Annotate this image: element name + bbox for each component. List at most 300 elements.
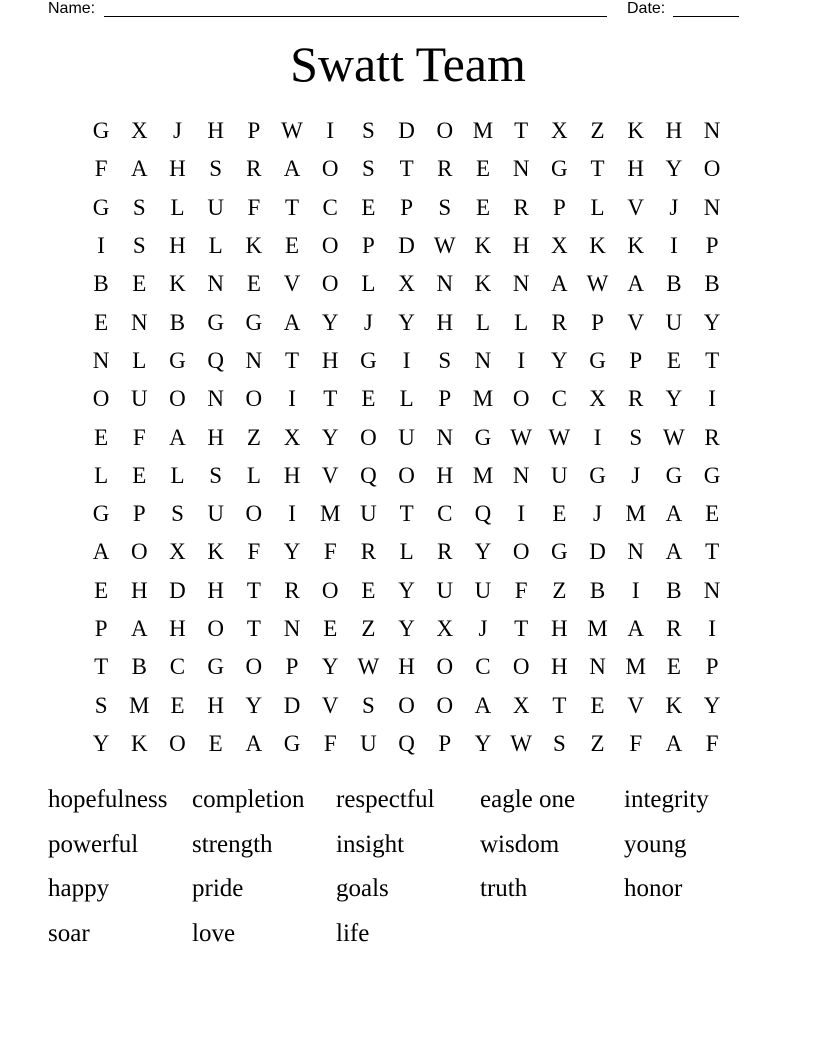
- grid-letter: T: [705, 539, 720, 565]
- grid-letter: F: [247, 194, 261, 220]
- grid-letter: M: [319, 501, 341, 527]
- date-blank-line: [673, 16, 739, 17]
- grid-letter: Q: [207, 347, 224, 373]
- word-list-item: powerful: [48, 830, 139, 858]
- grid-letter: I: [670, 233, 678, 259]
- grid-letter: K: [589, 233, 606, 259]
- grid-letter: F: [132, 424, 146, 450]
- word-list-item: life: [336, 919, 370, 947]
- grid-letter: L: [208, 233, 223, 259]
- grid-letter: P: [552, 194, 566, 220]
- grid-letter: O: [436, 654, 454, 680]
- grid-letter: W: [433, 233, 456, 259]
- grid-letter: S: [438, 194, 452, 220]
- grid-letter: X: [130, 118, 148, 144]
- name-label: Name:: [48, 0, 96, 17]
- grid-letter: S: [362, 156, 375, 182]
- grid-letter: U: [360, 501, 377, 527]
- grid-letter: F: [94, 156, 108, 182]
- grid-letter: B: [169, 309, 186, 335]
- grid-letter: N: [627, 539, 645, 565]
- grid-letter: N: [130, 309, 148, 335]
- grid-letter: G: [283, 730, 301, 756]
- grid-letter: X: [512, 692, 530, 718]
- grid-letter: V: [627, 692, 645, 718]
- grid-letter: Y: [398, 577, 415, 603]
- grid-letter: G: [92, 501, 110, 527]
- grid-letter: P: [629, 347, 643, 373]
- grid-letter: T: [246, 577, 261, 603]
- grid-letter: N: [283, 616, 301, 641]
- grid-letter: N: [474, 347, 492, 373]
- grid-letter: F: [247, 539, 261, 565]
- grid-letter: O: [512, 539, 530, 565]
- grid-letter: E: [170, 692, 185, 718]
- grid-letter: L: [514, 309, 529, 335]
- word-list-item: respectful: [336, 786, 435, 813]
- grid-letter: E: [361, 386, 376, 412]
- grid-letter: O: [703, 156, 721, 182]
- grid-letter: Y: [551, 347, 568, 373]
- grid-letter: E: [705, 501, 720, 527]
- grid-letter: O: [245, 654, 263, 680]
- grid-letter: T: [399, 501, 414, 527]
- grid-letter: O: [321, 271, 339, 297]
- grid-letter: M: [625, 654, 646, 680]
- grid-letter: N: [589, 654, 606, 680]
- grid-letter: S: [209, 156, 223, 182]
- grid-letter: F: [323, 730, 337, 756]
- grid-letter: S: [438, 347, 452, 373]
- grid-letter: Y: [703, 692, 721, 718]
- grid-letter: I: [288, 501, 296, 527]
- grid-letter: S: [362, 692, 375, 718]
- grid-letter: G: [703, 462, 721, 488]
- grid-letter: D: [283, 692, 301, 718]
- grid-letter: T: [590, 156, 605, 182]
- grid-letter: T: [285, 347, 300, 373]
- grid-letter: Y: [321, 654, 339, 680]
- word-list-item: happy: [48, 875, 110, 902]
- grid-letter: H: [551, 616, 568, 641]
- letter-grid: [82, 112, 731, 763]
- grid-letter: L: [475, 309, 490, 335]
- grid-letter: H: [169, 616, 186, 641]
- grid-letter: V: [321, 692, 339, 718]
- grid-letter: M: [129, 692, 150, 718]
- grid-letter: Y: [665, 156, 683, 182]
- word-list-item: honor: [624, 875, 683, 902]
- grid-letter: N: [703, 577, 721, 603]
- grid-letter: G: [207, 654, 224, 680]
- grid-letter: U: [130, 386, 148, 412]
- grid-letter: B: [666, 271, 682, 297]
- grid-letter: A: [551, 271, 568, 297]
- grid-letter: A: [627, 271, 645, 297]
- grid-letter: P: [94, 616, 108, 641]
- grid-letter: P: [705, 654, 719, 680]
- grid-letter: R: [284, 577, 300, 603]
- grid-letter: O: [512, 386, 530, 412]
- grid-letter: D: [398, 118, 415, 144]
- header: [48, 0, 748, 20]
- grid-letter: C: [169, 654, 186, 680]
- grid-letter: H: [398, 654, 415, 680]
- grid-letter: H: [207, 577, 224, 603]
- grid-letter: P: [285, 654, 299, 680]
- grid-letter: T: [514, 118, 529, 144]
- grid-letter: H: [512, 233, 530, 259]
- word-list-item: strength: [192, 830, 273, 858]
- grid-letter: E: [361, 577, 376, 603]
- grid-letter: O: [321, 156, 339, 182]
- grid-letter: R: [513, 194, 529, 220]
- grid-letter: Y: [245, 692, 263, 718]
- grid-letter: L: [170, 194, 185, 220]
- grid-letter: J: [363, 309, 373, 335]
- grid-letter: P: [705, 233, 719, 259]
- grid-letter: R: [360, 539, 377, 565]
- word-list-item: love: [192, 919, 236, 947]
- grid-letter: J: [172, 118, 182, 144]
- grid-letter: X: [283, 424, 301, 450]
- grid-letter: H: [130, 577, 148, 603]
- grid-letter: O: [169, 386, 186, 412]
- grid-letter: E: [94, 309, 109, 335]
- grid-letter: E: [552, 501, 567, 527]
- word-list-item: pride: [192, 875, 244, 902]
- grid-letter: I: [97, 233, 105, 259]
- word-list-item: wisdom: [480, 830, 560, 858]
- grid-letter: M: [587, 616, 608, 641]
- grid-letter: H: [207, 424, 224, 450]
- grid-letter: P: [591, 309, 604, 335]
- grid-letter: S: [94, 692, 108, 718]
- grid-letter: U: [436, 577, 454, 603]
- grid-letter: R: [704, 424, 720, 450]
- grid-letter: C: [322, 194, 338, 220]
- grid-letter: N: [703, 194, 721, 220]
- grid-letter: W: [510, 424, 533, 450]
- grid-letter: G: [589, 347, 606, 373]
- grid-letter: C: [475, 654, 491, 680]
- grid-letter: M: [625, 501, 646, 527]
- grid-letter: A: [130, 616, 148, 641]
- grid-letter: P: [132, 501, 146, 527]
- grid-letter: L: [132, 347, 147, 373]
- grid-letter: J: [669, 194, 679, 220]
- grid-letter: C: [551, 386, 568, 412]
- name-blank-line: [104, 16, 607, 17]
- grid-letter: K: [474, 233, 492, 259]
- grid-letter: Y: [283, 539, 301, 565]
- grid-letter: O: [360, 424, 377, 450]
- grid-letter: K: [245, 233, 263, 259]
- grid-letter: N: [436, 271, 454, 297]
- grid-letter: X: [169, 539, 186, 565]
- grid-letter: W: [281, 118, 303, 144]
- grid-letter: Q: [398, 730, 415, 756]
- grid-letter: O: [321, 233, 339, 259]
- grid-letter: Z: [246, 424, 261, 450]
- grid-letter: H: [551, 654, 568, 680]
- grid-letter: V: [283, 271, 301, 297]
- grid-letter: S: [132, 233, 146, 259]
- grid-letter: G: [665, 462, 683, 488]
- grid-letter: M: [472, 386, 494, 412]
- grid-letter: H: [283, 462, 301, 488]
- grid-letter: P: [438, 386, 452, 412]
- grid-letter: Y: [665, 386, 683, 412]
- word-list: [48, 778, 768, 956]
- grid-letter: U: [551, 462, 568, 488]
- grid-letter: I: [288, 386, 296, 412]
- grid-letter: D: [169, 577, 186, 603]
- grid-letter: K: [474, 271, 492, 297]
- grid-letter: Z: [590, 730, 605, 756]
- grid-letter: Y: [398, 309, 415, 335]
- grid-letter: L: [590, 194, 605, 220]
- grid-letter: V: [321, 462, 339, 488]
- grid-letter: H: [627, 156, 645, 182]
- grid-letter: I: [326, 118, 335, 144]
- word-list-item: integrity: [624, 786, 709, 813]
- grid-letter: O: [130, 539, 148, 565]
- grid-letter: Y: [321, 309, 339, 335]
- grid-letter: U: [360, 730, 377, 756]
- grid-letter: G: [207, 309, 224, 335]
- grid-letter: K: [665, 692, 683, 718]
- word-list-item: goals: [336, 875, 389, 902]
- grid-letter: T: [705, 347, 720, 373]
- grid-letter: W: [357, 654, 380, 680]
- grid-letter: T: [552, 692, 567, 718]
- grid-letter: T: [514, 616, 529, 641]
- grid-letter: R: [551, 309, 568, 335]
- grid-letter: P: [247, 118, 261, 144]
- grid-letter: W: [586, 271, 609, 297]
- grid-letter: E: [590, 692, 605, 718]
- grid-letter: Z: [552, 577, 567, 603]
- grid-letter: T: [94, 654, 109, 680]
- grid-letter: Z: [361, 616, 376, 641]
- grid-letter: U: [207, 194, 224, 220]
- grid-letter: I: [631, 577, 640, 603]
- grid-letter: G: [551, 156, 568, 182]
- grid-letter: L: [170, 462, 185, 488]
- grid-letter: H: [321, 347, 339, 373]
- grid-letter: F: [323, 539, 337, 565]
- grid-letter: O: [398, 462, 415, 488]
- grid-letter: R: [246, 156, 262, 182]
- word-list-item: soar: [48, 919, 90, 947]
- word-list-item: completion: [192, 786, 305, 813]
- grid-letter: G: [360, 347, 377, 373]
- grid-letter: O: [512, 654, 530, 680]
- grid-letter: C: [437, 501, 453, 527]
- grid-letter: A: [169, 424, 186, 450]
- grid-letter: S: [209, 462, 223, 488]
- grid-letter: I: [517, 347, 525, 373]
- grid-letter: A: [665, 501, 683, 527]
- grid-letter: K: [627, 233, 645, 259]
- grid-letter: O: [398, 692, 415, 718]
- grid-letter: E: [132, 462, 147, 488]
- grid-letter: Y: [92, 730, 110, 756]
- grid-letter: A: [665, 539, 683, 565]
- grid-letter: O: [436, 118, 454, 144]
- grid-letter: Y: [703, 309, 721, 335]
- puzzle-title: Swatt Team: [290, 36, 526, 92]
- word-list-item: eagle one: [480, 786, 576, 813]
- grid-letter: I: [708, 616, 716, 641]
- grid-letter: H: [436, 462, 454, 488]
- grid-letter: T: [399, 156, 414, 182]
- grid-letter: T: [285, 194, 300, 220]
- grid-letter: E: [361, 194, 376, 220]
- grid-letter: E: [475, 194, 490, 220]
- grid-letter: X: [398, 271, 415, 297]
- grid-letter: N: [512, 462, 530, 488]
- grid-letter: B: [666, 577, 682, 603]
- grid-letter: I: [593, 424, 602, 450]
- grid-letter: U: [474, 577, 492, 603]
- grid-letter: N: [207, 271, 224, 297]
- grid-letter: S: [552, 730, 566, 756]
- grid-letter: P: [400, 194, 413, 220]
- grid-letter: F: [629, 730, 643, 756]
- grid-letter: E: [475, 156, 490, 182]
- grid-letter: N: [512, 156, 530, 182]
- grid-letter: M: [472, 118, 494, 144]
- date-label: Date:: [627, 0, 666, 17]
- grid-letter: R: [628, 386, 644, 412]
- grid-letter: H: [436, 309, 454, 335]
- grid-letter: A: [627, 616, 645, 641]
- grid-letter: O: [207, 616, 224, 641]
- grid-letter: B: [704, 271, 720, 297]
- grid-letter: B: [131, 654, 147, 680]
- grid-letter: B: [93, 271, 109, 297]
- grid-letter: O: [321, 577, 339, 603]
- grid-letter: U: [207, 501, 224, 527]
- grid-letter: P: [362, 233, 375, 259]
- grid-letter: N: [245, 347, 263, 373]
- grid-letter: G: [245, 309, 263, 335]
- grid-letter: Y: [398, 616, 415, 641]
- grid-letter: R: [437, 156, 453, 182]
- grid-letter: E: [208, 730, 223, 756]
- grid-letter: N: [436, 424, 454, 450]
- grid-letter: J: [631, 462, 641, 488]
- grid-letter: A: [665, 730, 683, 756]
- grid-letter: R: [437, 539, 453, 565]
- grid-letter: K: [627, 118, 645, 144]
- grid-letter: H: [207, 118, 224, 144]
- grid-letter: F: [705, 730, 719, 756]
- grid-letter: Y: [474, 539, 492, 565]
- grid-letter: G: [92, 118, 110, 144]
- grid-letter: Y: [474, 730, 492, 756]
- grid-letter: A: [474, 692, 492, 718]
- grid-letter: Z: [590, 118, 605, 144]
- grid-letter: E: [323, 616, 338, 641]
- grid-letter: U: [665, 309, 683, 335]
- grid-letter: M: [472, 462, 494, 488]
- grid-letter: I: [402, 347, 411, 373]
- grid-letter: X: [589, 386, 606, 412]
- grid-letter: S: [132, 194, 146, 220]
- grid-letter: X: [551, 118, 568, 144]
- grid-letter: H: [169, 156, 186, 182]
- grid-letter: L: [399, 539, 414, 565]
- word-list-item: hopefulness: [48, 786, 168, 813]
- grid-letter: J: [478, 616, 488, 641]
- grid-letter: I: [708, 386, 716, 412]
- grid-letter: G: [92, 194, 110, 220]
- grid-letter: V: [627, 309, 645, 335]
- grid-letter: D: [398, 233, 415, 259]
- grid-letter: T: [323, 386, 338, 412]
- grid-letter: O: [436, 692, 454, 718]
- word-list-item: insight: [336, 830, 405, 858]
- grid-letter: G: [474, 424, 492, 450]
- grid-letter: E: [285, 233, 300, 259]
- grid-letter: K: [169, 271, 186, 297]
- grid-letter: O: [245, 501, 263, 527]
- grid-letter: J: [593, 501, 602, 527]
- grid-letter: A: [283, 156, 301, 182]
- grid-letter: W: [663, 424, 685, 450]
- grid-letter: A: [245, 730, 263, 756]
- grid-letter: S: [362, 118, 375, 144]
- grid-letter: U: [398, 424, 415, 450]
- grid-letter: X: [551, 233, 568, 259]
- grid-letter: N: [512, 271, 530, 297]
- grid-letter: K: [207, 539, 224, 565]
- grid-letter: X: [436, 616, 454, 641]
- grid-letter: Q: [474, 501, 492, 527]
- grid-letter: B: [589, 577, 606, 603]
- grid-letter: A: [283, 309, 301, 335]
- grid-letter: A: [92, 539, 110, 565]
- grid-letter: F: [514, 577, 528, 603]
- grid-letter: L: [94, 462, 109, 488]
- grid-letter: V: [627, 194, 645, 220]
- grid-letter: N: [703, 118, 721, 144]
- grid-letter: A: [130, 156, 148, 182]
- grid-letter: G: [169, 347, 186, 373]
- grid-letter: E: [94, 424, 109, 450]
- grid-letter: L: [246, 462, 261, 488]
- grid-letter: Q: [360, 462, 377, 488]
- grid-letter: W: [548, 424, 571, 450]
- grid-letter: G: [589, 462, 606, 488]
- grid-letter: N: [207, 386, 224, 412]
- grid-letter: O: [245, 386, 263, 412]
- grid-letter: L: [399, 386, 414, 412]
- grid-letter: S: [629, 424, 643, 450]
- grid-letter: T: [246, 616, 261, 641]
- grid-letter: H: [207, 692, 224, 718]
- grid-letter: N: [92, 347, 110, 373]
- grid-letter: H: [169, 233, 186, 259]
- grid-letter: I: [517, 501, 525, 527]
- grid-letter: W: [510, 730, 533, 756]
- grid-letter: D: [589, 539, 606, 565]
- grid-letter: P: [438, 730, 452, 756]
- grid-letter: E: [246, 271, 261, 297]
